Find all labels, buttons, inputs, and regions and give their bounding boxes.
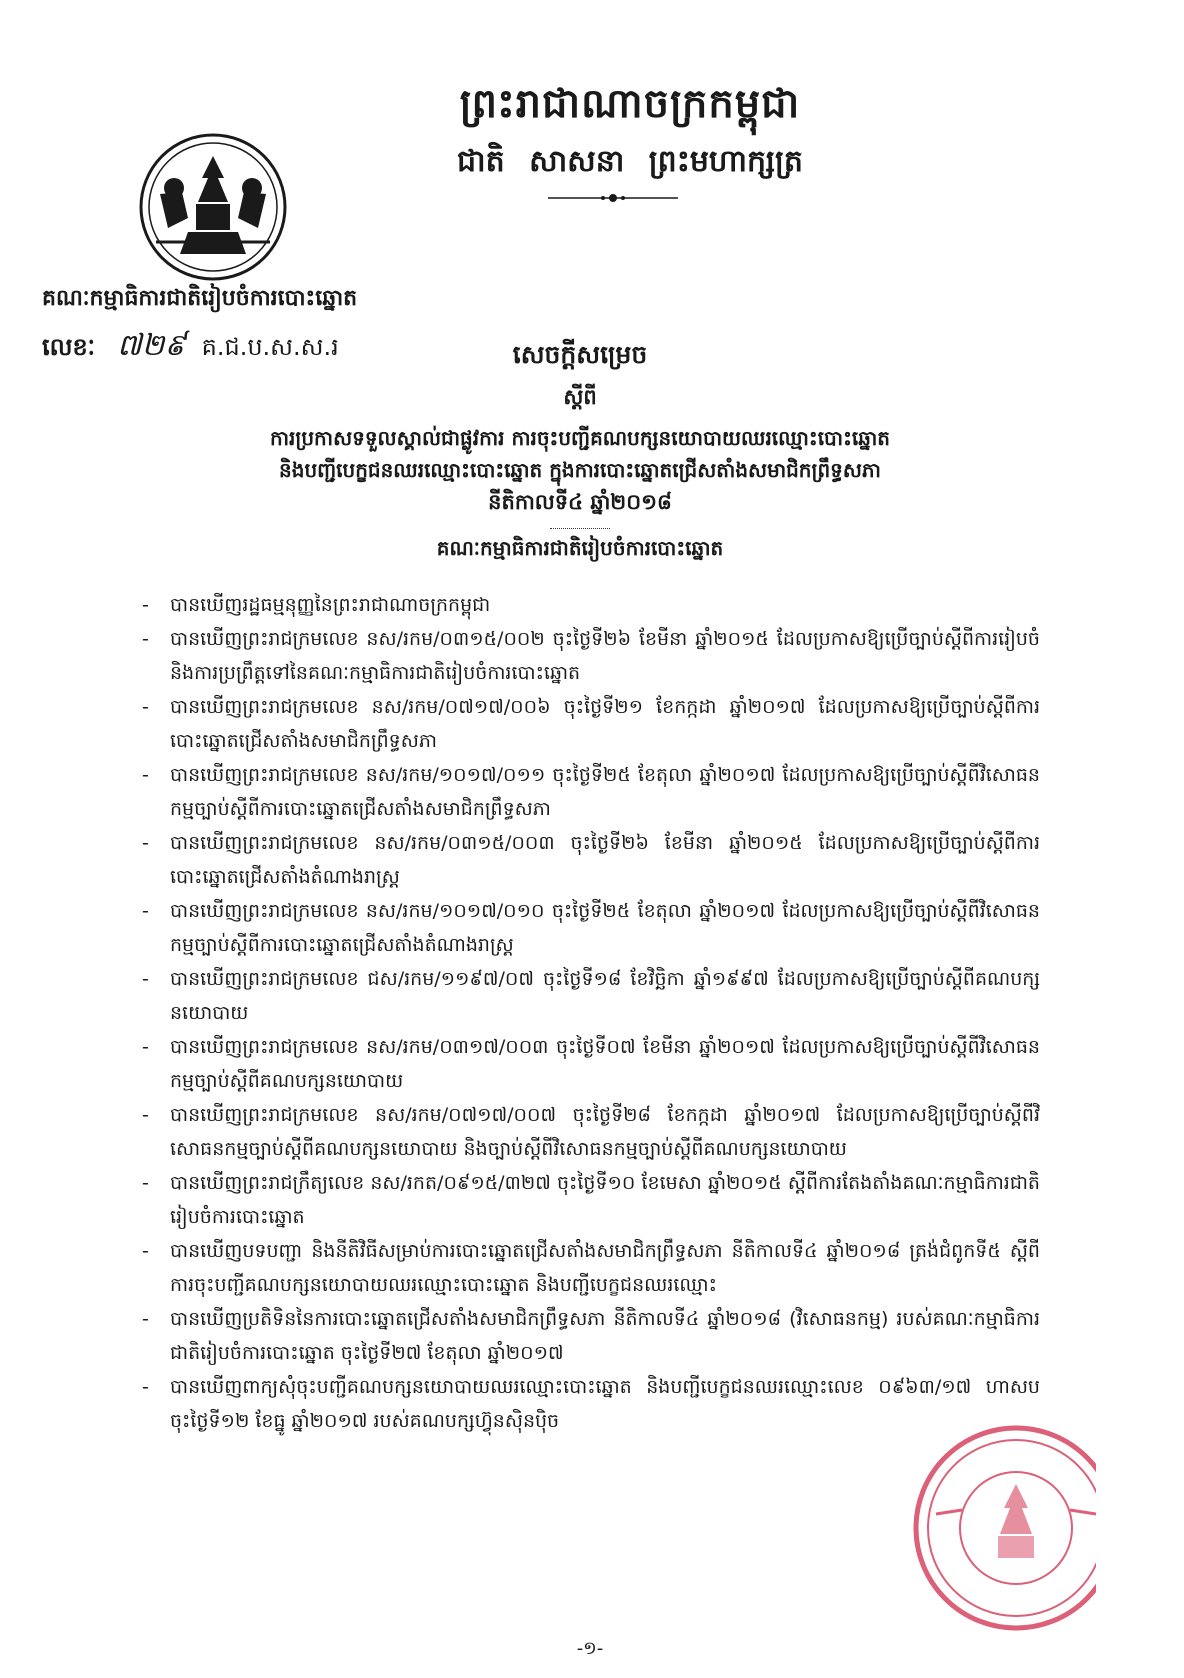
page-number: -១-: [576, 1638, 604, 1659]
list-item: - បានឃើញពាក្យសុំចុះបញ្ជីគណបក្សនយោបាយឈរឈ្មោះបោះឆ្នោត និងបញ្ជីបេក្ខជនឈរឈ្មោះលេខ ០៩៦៣/១៧ ហាសប ចុះថ្ងៃទី១២ ខែធ្នូ ឆ្នាំ២០១៧ របស់គណបក្សហ៊្វុនស៊ិនប៉ិច: [140, 1370, 1040, 1438]
list-item: - បានឃើញព្រះរាជក្រមលេខ នស/រកម/០៧១៧/០០៦ ចុះថ្ងៃទី២១ ខែកក្កដា ឆ្នាំ២០១៧ ដែលប្រកាសឱ្យប្រើច្បាប់ស្តីពីការបោះឆ្នោតជ្រើសតាំងសមាជិកព្រឹទ្ធសភា: [140, 690, 1040, 758]
list-item: - បានឃើញព្រះរាជក្រមលេខ នស/រកម/១០១៧/០១១ ចុះថ្ងៃទី២៥ ខែតុលា ឆ្នាំ២០១៧ ដែលប្រកាសឱ្យប្រើច្បាប់ស្តីពីវិសោធនកម្មច្បាប់ស្តីពីការបោះឆ្នោតជ្រើសតាំងសមាជិកព្រឹទ្ធសភា: [140, 758, 1040, 826]
ornament-divider: [548, 192, 678, 204]
list-item: - បានឃើញរដ្ឋធម្មនុញ្ញនៃព្រះរាជាណាចក្រកម្ពុជា: [140, 588, 1040, 622]
list-item: - បានឃើញព្រះរាជក្រមលេខ នស/រកម/០៣១៧/០០៣ ចុះថ្ងៃទី០៧ ខែមីនា ឆ្នាំ២០១៧ ដែលប្រកាសឱ្យប្រើច្បាប់ស្តីពីវិសោធនកម្មច្បាប់ស្តីពីគណបក្សនយោបាយ: [140, 1030, 1040, 1098]
kingdom-heading: ព្រះរាជាណាចក្រកម្ពុជា: [459, 80, 801, 127]
number-reference: គ.ជ.ប.ស.ស.រ: [201, 333, 339, 361]
list-item: - បានឃើញព្រះរាជក្រមលេខ នស/រកម/០៣១៥/០០២ ចុះថ្ងៃទី២៦ ខែមីនា ឆ្នាំ២០១៥ ដែលប្រកាសឱ្យប្រើច្បាប់ស្តីពីការរៀបចំ និងការប្រព្រឹត្តទៅនៃគណៈកម្មាធិការជាតិរៀបចំការបោះឆ្នោត: [140, 622, 1040, 690]
list-item: - បានឃើញបទបញ្ជា និងនីតិវិធីសម្រាប់ការបោះឆ្នោតជ្រើសតាំងសមាជិកព្រឹទ្ធសភា នីតិកាលទី៤ ឆ្នាំ២០១៨ ត្រង់ជំពូកទី៥ ស្តីពីការចុះបញ្ជីគណបក្សនយោបាយឈរឈ្មោះបោះឆ្នោត និងបញ្ជីបេក្ខជនឈរឈ្មោះ: [140, 1234, 1040, 1302]
list-item: - បានឃើញព្រះរាជក្រមលេខ នស/រកម/០៣១៥/០០៣ ចុះថ្ងៃទី២៦ ខែមីនា ឆ្នាំ២០១៥ ដែលប្រកាសឱ្យប្រើច្បាប់ស្តីពីការបោះឆ្នោតជ្រើសតាំងតំណាងរាស្ត្រ: [140, 826, 1040, 894]
official-seal-icon: [906, 1418, 1096, 1638]
title-divider: [550, 528, 610, 529]
list-item: - បានឃើញព្រះរាជក្រមលេខ ជស/រកម/១១៩៧/០៧ ចុះថ្ងៃទី១៨ ខែវិច្ឆិកា ឆ្នាំ១៩៩៧ ដែលប្រកាសឱ្យប្រើច្បាប់ស្តីពីគណបក្សនយោបាយ: [140, 962, 1040, 1030]
number-value: ៧២៩: [117, 328, 186, 363]
decision-title: សេចក្តីសម្រេច: [512, 340, 648, 369]
issuing-committee: គណៈកម្មាធិការជាតិរៀបចំការបោះឆ្នោត: [42, 286, 358, 311]
recitals-list: [140, 588, 1040, 1438]
decision-subject-line-3: នីតិកាលទី៤ ឆ្នាំ២០១៨: [488, 490, 672, 514]
list-item: - បានឃើញព្រះរាជក្រមលេខ នស/រកម/០៧១៧/០០៧ ចុះថ្ងៃទី២៨ ខែកក្កដា ឆ្នាំ២០១៧ ដែលប្រកាសឱ្យប្រើច្បាប់ស្តីពីវិសោធនកម្មច្បាប់ស្តីពីគណបក្សនយោបាយ និងច្បាប់ស្តីពីវិសោធនកម្មច្បាប់ស្តីពីគណបក្សនយោបាយ: [140, 1098, 1040, 1166]
decision-subject-line-1: ការប្រកាសទទួលស្គាល់ជាផ្លូវការ ការចុះបញ្ជីគណបក្សនយោបាយឈរឈ្មោះបោះឆ្នោត: [270, 426, 890, 450]
list-item: - បានឃើញព្រះរាជក្រឹត្យលេខ នស/រកត/០៩១៥/៣២៧ ចុះថ្ងៃទី១០ ខែមេសា ឆ្នាំ២០១៥ ស្តីពីការតែងតាំងគណៈកម្មាធិការជាតិរៀបចំការបោះឆ្នោត: [140, 1166, 1040, 1234]
number-label: លេខៈ: [42, 333, 96, 361]
authority-heading: គណៈកម្មាធិការជាតិរៀបចំការបោះឆ្នោត: [436, 536, 724, 560]
decision-title-block: [140, 340, 1020, 565]
list-item: - បានឃើញព្រះរាជក្រមលេខ នស/រកម/១០១៧/០១០ ចុះថ្ងៃទី២៥ ខែតុលា ឆ្នាំ២០១៧ ដែលប្រកាសឱ្យប្រើច្បាប់ស្តីពីវិសោធនកម្មច្បាប់ស្តីពីការបោះឆ្នោតជ្រើសតាំងតំណាងរាស្ត្រ: [140, 894, 1040, 962]
decision-subject-label: ស្តីពី: [563, 385, 597, 409]
national-emblem-icon: [138, 132, 288, 282]
decision-subject-line-2: និងបញ្ជីបេក្ខជនឈរឈ្មោះបោះឆ្នោត ក្នុងការបោះឆ្នោតជ្រើសតាំងសមាជិកព្រឹទ្ធសភា: [279, 458, 881, 482]
national-motto: ជាតិ សាសនា ព្រះមហាក្សត្រ: [457, 144, 803, 179]
list-item: - បានឃើញប្រតិទិននៃការបោះឆ្នោតជ្រើសតាំងសមាជិកព្រឹទ្ធសភា នីតិកាលទី៤ ឆ្នាំ២០១៨ (វិសោធនកម្ម) របស់គណៈកម្មាធិការជាតិរៀបចំការបោះឆ្នោត ចុះថ្ងៃទី២៧ ខែតុលា ឆ្នាំ២០១៧: [140, 1302, 1040, 1370]
